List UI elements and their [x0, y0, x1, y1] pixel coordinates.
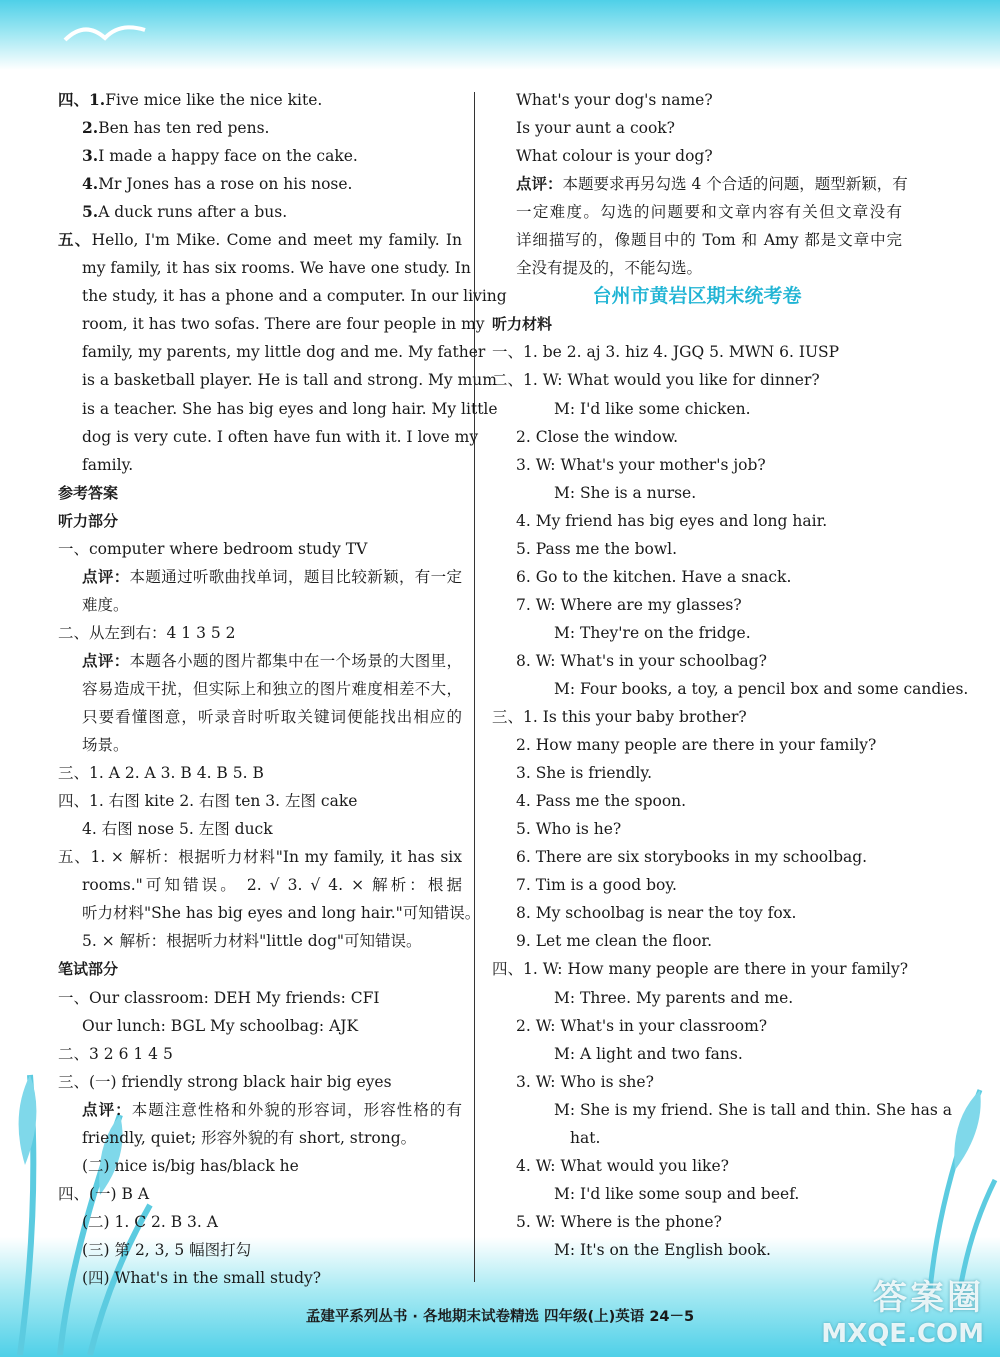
text-line — [492, 1040, 902, 1068]
text-line — [58, 984, 462, 1012]
text-line — [58, 535, 462, 563]
text-line — [58, 86, 462, 114]
text-line — [58, 647, 462, 675]
text-line — [58, 1236, 462, 1264]
line-text: M: Three. My parents and me. — [554, 988, 794, 1007]
text-line — [492, 984, 902, 1012]
text-line — [58, 1068, 462, 1096]
text-line — [58, 1180, 462, 1208]
line-text: 3. W: What's your mother's job? — [516, 455, 766, 474]
text-line — [492, 254, 902, 282]
line-label: 2. — [82, 118, 99, 138]
line-text: is a basketball player. He is tall and strong. My mum — [82, 371, 497, 390]
watermark-logo: 答案圈 — [873, 1278, 984, 1318]
line-text: Mr Jones has a rose on his nose. — [98, 175, 353, 194]
text-line — [58, 423, 479, 451]
text-line — [58, 815, 462, 843]
text-line — [492, 1208, 902, 1236]
text-line — [492, 1236, 902, 1264]
line-text: 四、(一) B A — [58, 1184, 150, 1203]
line-text: 笔试部分 — [58, 960, 119, 979]
line-text: 6. There are six storybooks in my schoolbag. — [516, 848, 868, 867]
line-text: the study, it has a phone and a computer. In our living — [82, 287, 507, 306]
text-line — [492, 451, 902, 479]
text-line — [492, 170, 908, 198]
text-line — [58, 282, 507, 310]
text-line — [492, 423, 902, 451]
line-text: friendly, quiet; 形容外貌的有 short, strong。 — [82, 1128, 417, 1147]
line-text: (四) What's in the small study? — [82, 1268, 322, 1287]
line-text: M: They're on the fridge. — [554, 623, 751, 642]
line-text: 5. Who is he? — [516, 820, 622, 839]
text-line — [492, 1180, 902, 1208]
line-text: 一、computer where bedroom study TV — [58, 539, 368, 558]
text-line — [492, 815, 902, 843]
line-text: 只要看懂图意，听录音时听取关键词便能找出相应的 — [82, 708, 462, 727]
line-text: Our lunch: BGL My schoolbag: AJK — [82, 1016, 359, 1035]
text-line — [492, 366, 902, 394]
text-line — [492, 395, 902, 423]
text-line — [58, 843, 462, 871]
line-text: 8. W: What's in your schoolbag? — [516, 651, 767, 670]
text-line — [58, 927, 462, 955]
text-line — [492, 1152, 902, 1180]
line-label: 4. — [82, 174, 99, 194]
text-line — [492, 1096, 952, 1124]
text-line — [492, 899, 902, 927]
line-text: 4. Pass me the spoon. — [516, 792, 687, 811]
line-text: M: Four books, a toy, a pencil box and some candies. — [554, 679, 969, 698]
text-line — [492, 647, 902, 675]
text-line — [492, 927, 902, 955]
line-label: 点评： — [516, 174, 563, 194]
line-label: 3. — [82, 146, 99, 166]
text-line — [492, 1012, 902, 1040]
line-text: 二、3 2 6 1 4 5 — [58, 1044, 173, 1063]
line-text: dog is very cute. I often have fun with it. I love my — [82, 427, 479, 446]
line-text: 一、Our classroom: DEH My friends: CFI — [58, 988, 380, 1007]
text-line — [492, 507, 902, 535]
text-line — [492, 563, 902, 591]
watermark-url: MXQE.COM — [821, 1319, 984, 1349]
line-text: I made a happy face on the cake. — [98, 147, 358, 166]
line-text: 4. W: What would you like? — [516, 1156, 729, 1175]
line-text: 2. Close the window. — [516, 427, 679, 446]
line-text: 3. W: Who is she? — [516, 1072, 654, 1091]
line-text: M: She is my friend. She is tall and thin. She has a — [554, 1100, 952, 1119]
text-line — [58, 619, 462, 647]
text-line — [58, 170, 462, 198]
text-line — [492, 86, 902, 114]
line-text: 四、1. 右图 kite 2. 右图 ten 3. 左图 cake — [58, 792, 358, 811]
line-text: 三、1. Is this your baby brother? — [492, 708, 747, 727]
line-text: Hello, I'm Mike. Come and meet my family. In — [91, 231, 462, 250]
text-line — [58, 254, 471, 282]
line-text: my family, it has six rooms. We have one study. In — [82, 259, 471, 278]
line-text: M: I'd like some chicken. — [554, 399, 751, 418]
text-line — [492, 1124, 902, 1152]
line-text: 4. My friend has big eyes and long hair. — [516, 511, 828, 530]
line-text: 9. Let me clean the floor. — [516, 932, 713, 951]
text-line — [58, 1096, 462, 1124]
top-decoration-band — [0, 0, 1000, 70]
line-text: 4. 右图 nose 5. 左图 duck — [82, 820, 273, 839]
text-line — [58, 563, 462, 591]
text-line — [492, 731, 902, 759]
line-text: hat. — [570, 1128, 601, 1147]
line-text: 全没有提及的，不能勾选。 — [516, 259, 703, 278]
line-label: 五、 — [58, 230, 92, 250]
text-line — [58, 1040, 462, 1068]
text-line — [58, 198, 462, 226]
line-text: M: She is a nurse. — [554, 483, 697, 502]
text-line — [58, 310, 485, 338]
line-text: 2. W: What's in your classroom? — [516, 1016, 768, 1035]
section-heading — [58, 507, 462, 535]
text-line — [492, 535, 902, 563]
text-line — [492, 871, 902, 899]
right-column — [492, 86, 969, 1264]
line-text: 3. She is friendly. — [516, 764, 653, 783]
text-line — [492, 338, 902, 366]
line-text: 5. × 解析：根据听力材料"little dog"可知错误。 — [82, 932, 422, 951]
line-text: M: A light and two fans. — [554, 1044, 743, 1063]
line-text: 五、1. × 解析：根据听力材料"In my family, it has six — [58, 848, 462, 867]
text-line — [492, 142, 902, 170]
text-line — [58, 759, 462, 787]
line-text: Is your aunt a cook? — [516, 119, 675, 138]
line-text: Five mice like the nice kite. — [105, 91, 323, 109]
line-text: 一、1. be 2. aj 3. hiz 4. JGQ 5. MWN 6. IUSP — [492, 343, 840, 362]
line-label: 四、1. — [58, 90, 106, 109]
text-line — [492, 1068, 902, 1096]
line-text: 本题各小题的图片都集中在一个场景的大图里， — [129, 651, 462, 670]
line-text: 听力材料 — [492, 315, 553, 334]
line-text: A duck runs after a bus. — [98, 203, 288, 222]
line-text: M: I'd like some soup and beef. — [554, 1184, 800, 1203]
text-line — [492, 787, 902, 815]
line-label: 5. — [82, 202, 99, 222]
text-line — [58, 899, 481, 927]
line-text: 5. Pass me the bowl. — [516, 539, 678, 558]
text-line — [492, 591, 902, 619]
line-text: 场景。 — [82, 736, 129, 755]
line-text: Ben has ten red pens. — [98, 119, 270, 138]
line-text: 参考答案 — [58, 483, 119, 502]
line-text: 听力部分 — [58, 511, 119, 530]
line-text: 容易造成干扰，但实际上和独立的图片难度相差不大， — [82, 679, 462, 698]
line-text: 难度。 — [82, 595, 129, 614]
text-line — [58, 1012, 462, 1040]
page-footer: 孟建平系列丛书 · 各地期末试卷精选 四年级(上)英语 24－5 — [305, 1309, 695, 1325]
text-line — [492, 619, 902, 647]
column-divider — [474, 92, 475, 1282]
text-line — [58, 1152, 462, 1180]
line-text: 三、1. A 2. A 3. B 4. B 5. B — [58, 764, 264, 783]
line-label: 点评： — [82, 650, 130, 670]
text-line — [492, 703, 902, 731]
text-line — [58, 366, 497, 394]
line-label: 点评： — [82, 566, 130, 586]
text-line — [58, 787, 462, 815]
line-text: 5. W: Where is the phone? — [516, 1212, 722, 1231]
text-line — [58, 338, 486, 366]
line-text: 6. Go to the kitchen. Have a snack. — [516, 567, 792, 586]
line-text: 2. How many people are there in your family? — [516, 736, 877, 755]
watermark — [821, 1270, 984, 1349]
section-heading — [58, 479, 462, 507]
section-heading — [58, 955, 462, 983]
line-text: 详细描写的，像题目中的 Tom 和 Amy 都是文章中完 — [516, 231, 902, 250]
text-line — [58, 142, 462, 170]
line-text: 四、1. W: How many people are there in your family? — [492, 960, 909, 979]
text-line — [492, 479, 902, 507]
line-text: 一定难度。勾选的问题要和文章内容有关但文章没有 — [516, 203, 902, 222]
text-line — [58, 395, 498, 423]
line-text: is a teacher. She has big eyes and long hair. My little — [82, 399, 498, 418]
line-text: (二) 1. C 2. B 3. A — [82, 1212, 218, 1231]
text-line — [492, 759, 902, 787]
line-text: 二、1. W: What would you like for dinner? — [492, 371, 820, 390]
text-line — [58, 1264, 462, 1292]
line-text: 听力材料"She has big eyes and long hair."可知错误。 — [82, 904, 481, 923]
text-line — [492, 955, 909, 983]
line-text: What colour is your dog? — [516, 147, 713, 166]
line-text: 本题通过听歌曲找单词，题目比较新颖，有一定 — [129, 567, 462, 586]
exam-section-title — [492, 282, 902, 310]
text-line — [492, 198, 902, 226]
text-line — [58, 1124, 462, 1152]
left-column — [58, 86, 507, 1292]
text-line — [58, 226, 462, 254]
text-line — [58, 1208, 462, 1236]
text-line — [58, 703, 462, 731]
line-text: 本题注意性格和外貌的形容词，形容性格的有 — [131, 1100, 462, 1119]
line-text: M: It's on the English book. — [554, 1240, 771, 1259]
line-text: 8. My schoolbag is near the toy fox. — [516, 904, 797, 923]
line-text: 7. Tim is a good boy. — [516, 876, 677, 895]
text-line — [58, 114, 462, 142]
text-line — [58, 675, 462, 703]
line-text: What's your dog's name? — [516, 91, 713, 109]
line-text: rooms."可知错误。 2. √ 3. √ 4. × 解析：根据 — [82, 876, 462, 895]
text-line — [58, 451, 462, 479]
line-text: 本题要求再另勾选 4 个合适的问题，题型新颖，有 — [562, 175, 908, 194]
line-text: (二) nice is/big has/black he — [82, 1156, 299, 1175]
text-line — [492, 675, 969, 703]
text-line — [492, 114, 902, 142]
text-line — [58, 731, 462, 759]
line-label: 点评： — [82, 1099, 132, 1119]
section-heading — [492, 310, 902, 338]
bird-icon — [60, 10, 150, 50]
text-line — [492, 226, 902, 254]
line-text: family. — [82, 455, 134, 474]
line-text: 三、(一) friendly strong black hair big eyes — [58, 1072, 392, 1091]
line-text: room, it has two sofas. There are four people in my — [82, 315, 485, 334]
line-text: (三) 第 2, 3, 5 幅图打勾 — [82, 1240, 252, 1259]
line-text: 台州市黄岩区期末统考卷 — [592, 285, 802, 308]
text-line — [58, 871, 462, 899]
line-text: 7. W: Where are my glasses? — [516, 595, 742, 614]
text-line — [492, 843, 902, 871]
line-text: family, my parents, my little dog and me. My father — [82, 343, 486, 362]
line-text: 二、从左到右：4 1 3 5 2 — [58, 623, 236, 642]
text-line — [58, 591, 462, 619]
